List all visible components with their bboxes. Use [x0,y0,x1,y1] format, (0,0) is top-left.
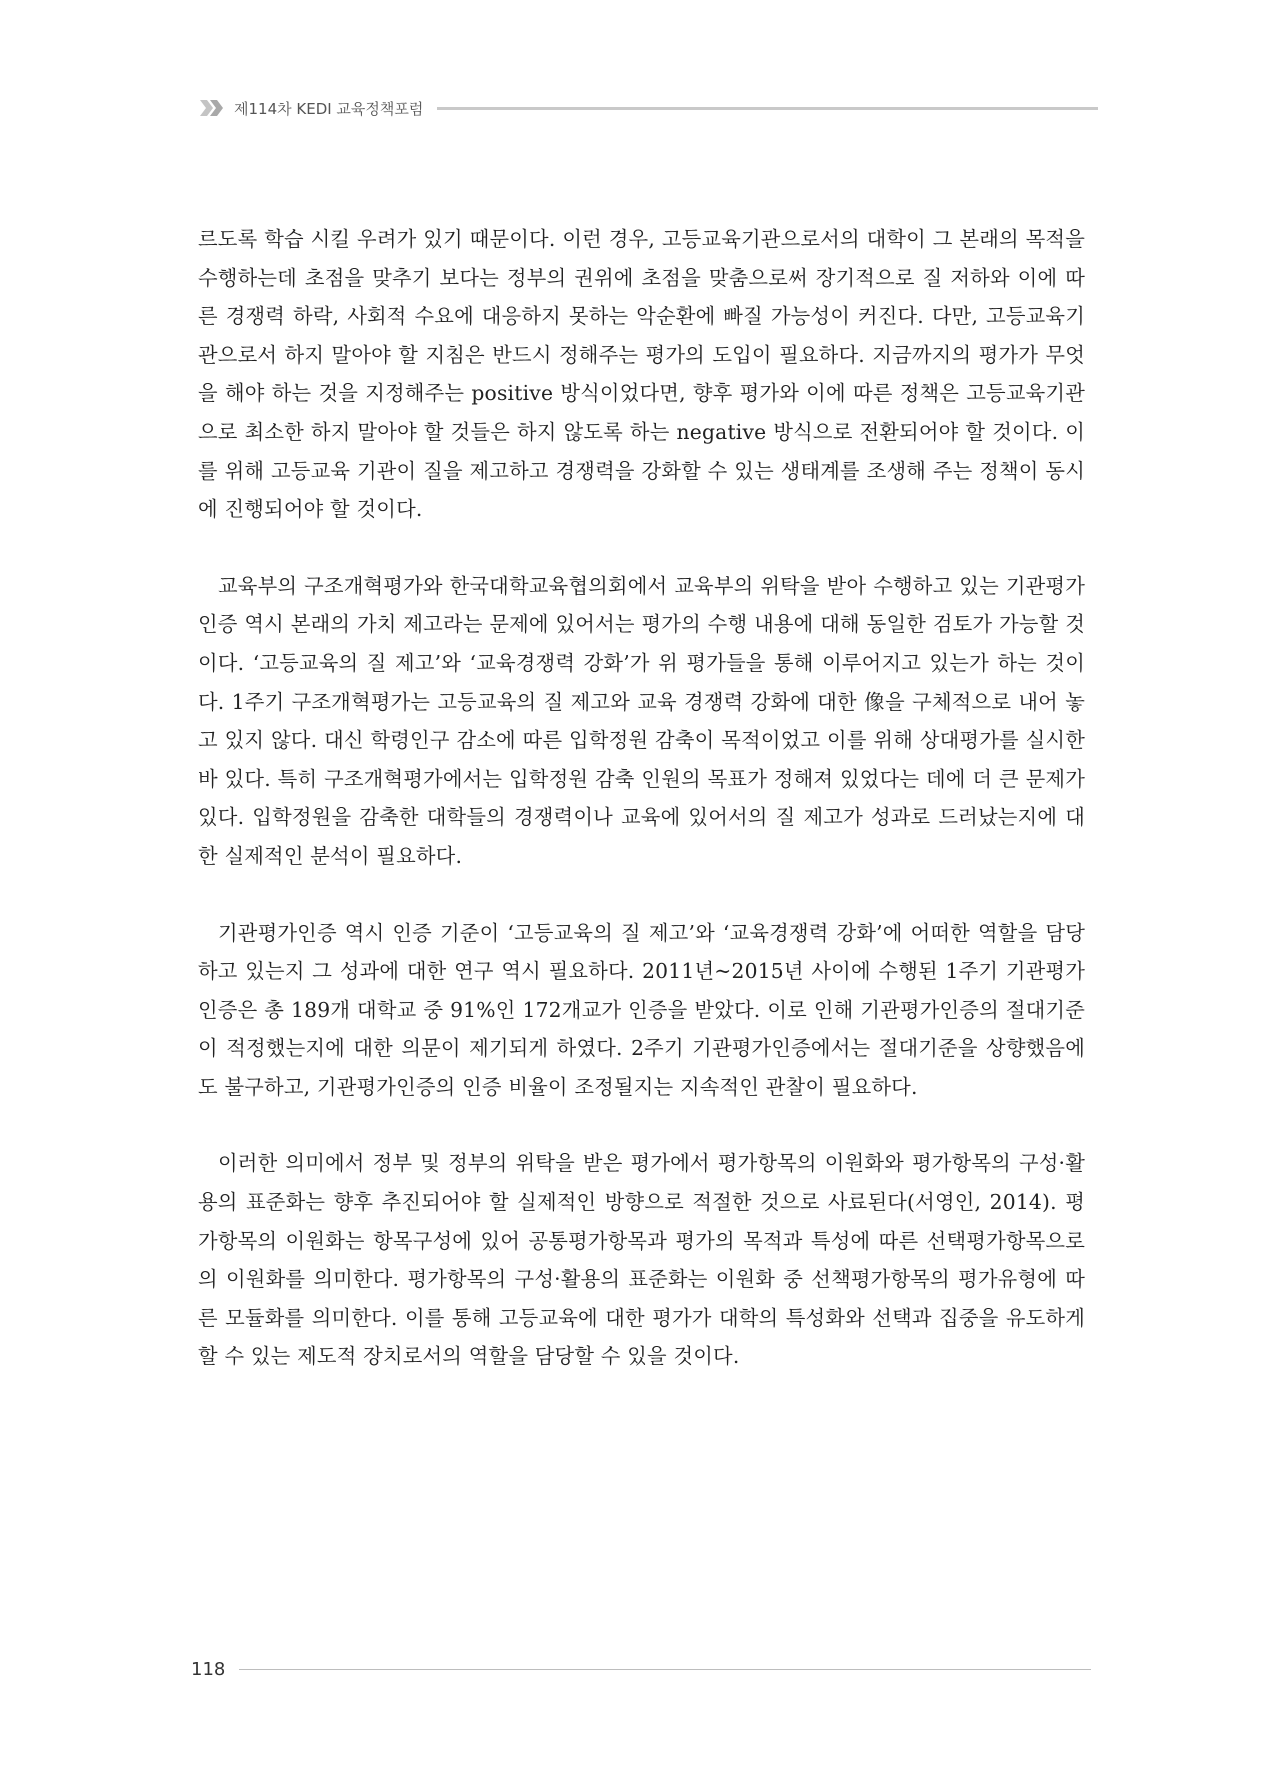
body-text [198,220,1085,1376]
header-title: 제114차 KEDI 교육정책포럼 [234,99,424,118]
running-header [198,96,1098,120]
page-footer [191,1658,1091,1680]
footer-rule [239,1669,1091,1670]
header-rule [437,107,1098,110]
double-chevron-icon [198,98,226,118]
paragraph-3: 기관평가인증 역시 인증 기준이 ‘고등교육의 질 제고’와 ‘교육경쟁력 강화’에 어떠한 역할을 담당하고 있는지 그 성과에 대한 연구 역시 필요하다. 2011년~2015년 사이에 수행된 1주기 기관평가인증은 총 189개 대학교 중 91%인 172개교가 인증을 받았다. 이로 인해 기관평가인증의 절대기준이 적정했는지에 대한 의문이 제기되게 하였다. 2주기 기관평가인증에서는 절대기준을 상향했음에도 불구하고, 기관평가인증의 인증 비율이 조정될지는 지속적인 관찰이 필요하다. [198,920,1085,1099]
paragraph-2: 교육부의 구조개혁평가와 한국대학교육협의회에서 교육부의 위탁을 받아 수행하고 있는 기관평가인증 역시 본래의 가치 제고라는 문제에 있어서는 평가의 수행 내용에 대해 동일한 검토가 가능할 것이다. ‘고등교육의 질 제고’와 ‘교육경쟁력 강화’가 위 평가들을 통해 이루어지고 있는가 하는 것이다. 1주기 구조개혁평가는 고등교육의 질 제고와 교육 경쟁력 강화에 대한 像을 구체적으로 내어 놓고 있지 않다. 대신 학령인구 감소에 따른 입학정원 감축이 목적이었고 이를 위해 상대평가를 실시한 바 있다. 특히 구조개혁평가에서는 입학정원 감축 인원의 목표가 정해져 있었다는 데에 더 큰 문제가 있다. 입학정원을 감축한 대학들의 경쟁력이나 교육에 있어서의 질 제고가 성과로 드러났는지에 대한 실제적인 분석이 필요하다. [198,573,1085,868]
page-number: 118 [191,1658,226,1680]
paragraph-4: 이러한 의미에서 정부 및 정부의 위탁을 받은 평가에서 평가항목의 이원화와 평가항목의 구성·활용의 표준화는 향후 추진되어야 할 실제적인 방향으로 적절한 것으로 사료된다(서영인, 2014). 평가항목의 이원화는 항목구성에 있어 공통평가항목과 평가의 목적과 특성에 따른 선택평가항목으로의 이원화를 의미한다. 평가항목의 구성·활용의 표준화는 이원화 중 선책평가항목의 평가유형에 따른 모듈화를 의미한다. 이를 통해 고등교육에 대한 평가가 대학의 특성화와 선택과 집중을 유도하게 할 수 있는 제도적 장치로서의 역할을 담당할 수 있을 것이다. [198,1151,1085,1369]
paragraph-1: 르도록 학습 시킬 우려가 있기 때문이다. 이런 경우, 고등교육기관으로서의 대학이 그 본래의 목적을 수행하는데 초점을 맞추기 보다는 정부의 권위에 초점을 맞춤으로써 장기적으로 질 저하와 이에 따른 경쟁력 하락, 사회적 수요에 대응하지 못하는 악순환에 빠질 가능성이 커진다. 다만, 고등교육기관으로서 하지 말아야 할 지침은 반드시 정해주는 평가의 도입이 필요하다. 지금까지의 평가가 무엇을 해야 하는 것을 지정해주는 positive 방식이었다면, 향후 평가와 이에 따른 정책은 고등교육기관으로 최소한 하지 말아야 할 것들은 하지 않도록 하는 negative 방식으로 전환되어야 할 것이다. 이를 위해 고등교육 기관이 질을 제고하고 경쟁력을 강화할 수 있는 생태계를 조생해 주는 정책이 동시에 진행되어야 할 것이다. [198,227,1085,522]
